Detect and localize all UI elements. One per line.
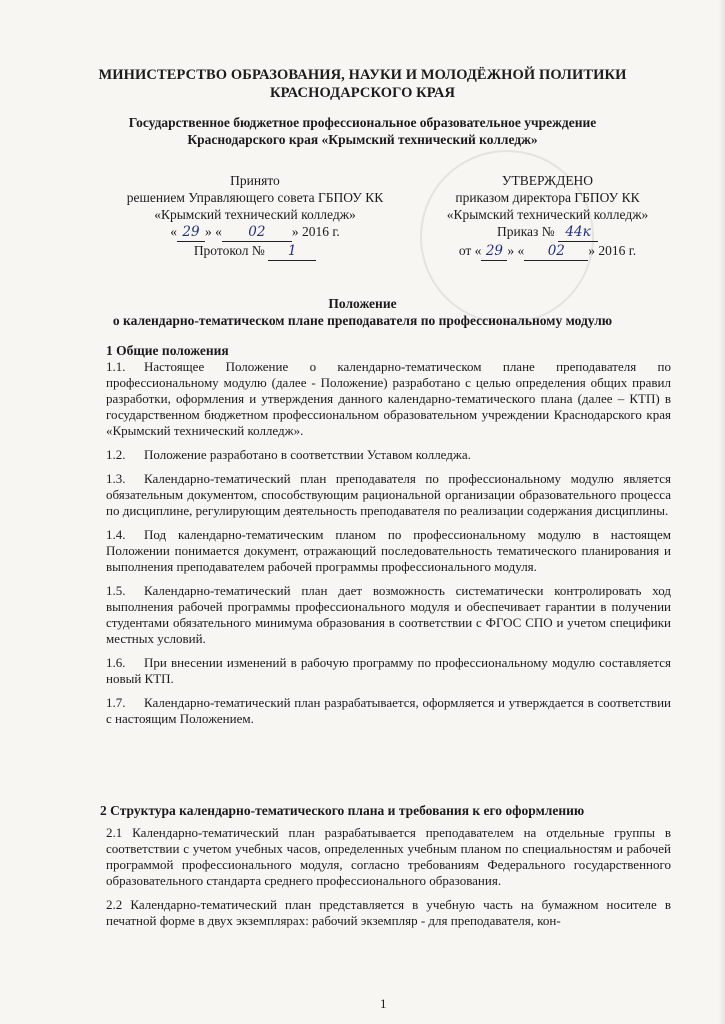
ministry-line-2: КРАСНОДАРСКОГО КРАЯ bbox=[269, 85, 456, 101]
section-2-heading: 2 Структура календарно-тематического плана и требования к его оформлению bbox=[100, 803, 585, 818]
accepted-by: решением Управляющего совета ГБПОУ КК bbox=[126, 190, 384, 205]
section-1-item: 1.7. Календарно-тематический план разрабатывается, оформляется и утверждается в соответствии с настоящим Положением. bbox=[106, 695, 671, 726]
section-1-item: 1.2. Положение разработано в соответствии Уставом колледжа. bbox=[106, 447, 471, 462]
approval-accepted-block bbox=[100, 172, 410, 261]
accepted-label: Принято bbox=[230, 173, 280, 188]
scan-edge-shadow bbox=[719, 0, 725, 1024]
accepted-date-month: 02 bbox=[222, 224, 292, 242]
accepted-college: «Крымский технический колледж» bbox=[154, 207, 356, 222]
protocol-number: 1 bbox=[268, 243, 316, 261]
approved-by: приказом директора ГБПОУ КК bbox=[455, 190, 640, 205]
section-1-item: 1.1. Настоящее Положение о календарно-тематическом плане преподавателя по профессиональному модулю (далее - Положение) разработано с целью определения общих правил разработки, оформления и утверждения данного календарно-тематического плана (далее – КТП) в государственном бюджетном профессиональном образовательном учреждении Краснодарского края «Крымский технический колледж». bbox=[106, 359, 671, 438]
ministry-heading bbox=[0, 66, 725, 102]
page-number: 1 bbox=[380, 996, 387, 1011]
accepted-date-day: 29 bbox=[177, 224, 205, 242]
college-line-2: Краснодарского края «Крымский технический колледж» bbox=[187, 132, 538, 147]
section-1-item: 1.6. При внесении изменений в рабочую программу по профессиональному модулю составляется новый КТП. bbox=[106, 655, 671, 686]
approved-order: Приказ № 44к bbox=[430, 223, 665, 242]
order-number: 44к bbox=[558, 224, 598, 242]
section-1-heading: 1 Общие положения bbox=[106, 343, 229, 358]
title-line-1: Положение bbox=[328, 296, 397, 311]
section-2 bbox=[100, 803, 671, 937]
accepted-date: « 29 » « 02 » 2016 г. bbox=[170, 224, 340, 240]
college-line-1: Государственное бюджетное профессиональное образовательное учреждение bbox=[128, 115, 597, 130]
approved-date-month: 02 bbox=[524, 243, 588, 261]
section-2-item: 2.1 Календарно-тематический план разрабатывается преподавателем на отдельные группы в соответствии с учетом учебных часов, определенных учебным планом по специальностям и рабочей программой профессионального модуля, согласно требованиям Федерального государственного образовательного стандарта среднего профессионального образования. bbox=[106, 825, 671, 888]
ministry-line-1: МИНИСТЕРСТВО ОБРАЗОВАНИЯ, НАУКИ И МОЛОДЁЖНОЙ ПОЛИТИКИ bbox=[98, 67, 627, 83]
approved-date-day: 29 bbox=[481, 243, 507, 261]
section-1-item: 1.5. Календарно-тематический план дает возможность систематически контролировать ход выполнения рабочей программы профессионального модуля и обеспечивает гарантии в получении студентами обязательного минимума образования в соответствии с ФГОС СПО и учетом специфики местных условий. bbox=[106, 583, 671, 646]
title-line-2: о календарно-тематическом плане преподавателя по профессиональному модулю bbox=[112, 313, 613, 328]
section-1 bbox=[106, 343, 671, 735]
section-1-item: 1.4. Под календарно-тематическим планом по профессиональному модулю в настоящем Положении понимается документ, отражающий последовательность тематического планирования и выполнения преподавателем рабочей программы профессионального модуля. bbox=[106, 527, 671, 574]
section-2-item: 2.2 Календарно-тематический план представляется в учебную часть на бумажном носителе в печатной форме в двух экземплярах: рабочий экземпляр - для преподавателя, кон- bbox=[106, 897, 671, 928]
approval-approved-block bbox=[430, 172, 665, 261]
accepted-protocol: Протокол № 1 bbox=[100, 242, 410, 261]
college-heading bbox=[0, 114, 725, 148]
section-1-item: 1.3. Календарно-тематический план преподавателя по профессиональному модулю является обязательным документом, способствующим рациональной организации образовательного процесса по дисциплине, регулирующим деятельность преподавателя по реализации содержания дисциплины. bbox=[106, 471, 671, 518]
approved-college: «Крымский технический колледж» bbox=[446, 207, 649, 222]
approved-label: УТВЕРЖДЕНО bbox=[501, 173, 594, 188]
approved-date: от « 29 » « 02 » 2016 г. bbox=[458, 243, 637, 259]
document-title bbox=[0, 295, 725, 329]
